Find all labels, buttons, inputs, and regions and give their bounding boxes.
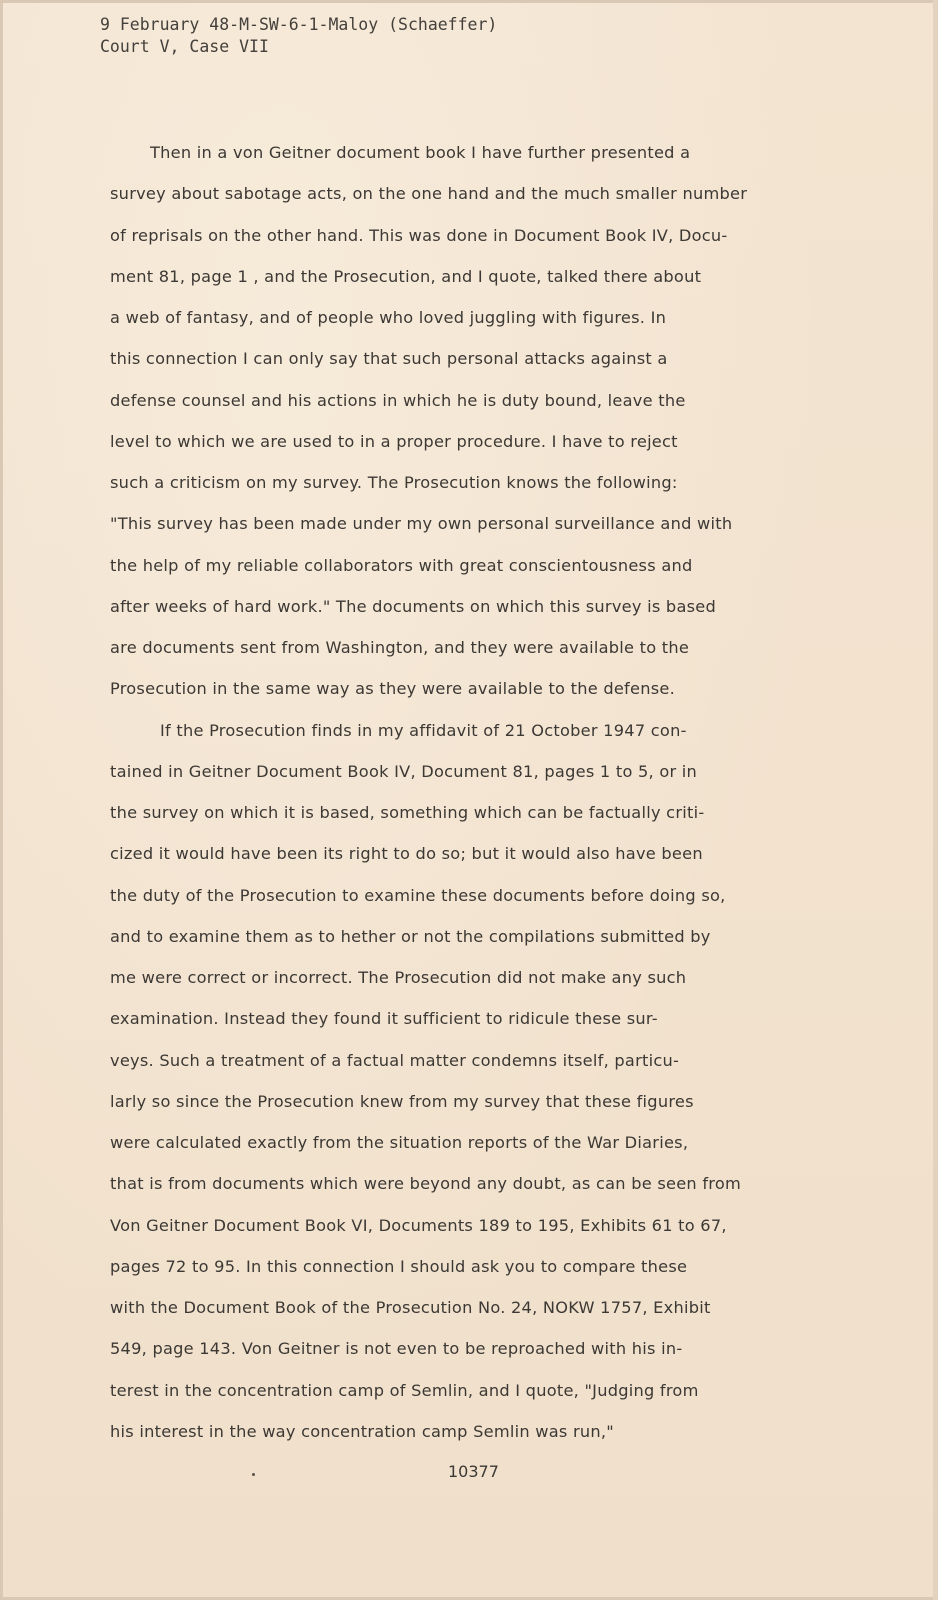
paragraph-line: of reprisals on the other hand. This was done in Document Book IV, Docu- [110, 225, 728, 245]
paragraph-line: a web of fantasy, and of people who loved juggling with figures. In [110, 308, 667, 327]
paragraph-line: Von Geitner Document Book VI, Documents 189 to 195, Exhibits 61 to 67, [110, 1215, 727, 1235]
header-court-case: Court V, Case VII [100, 37, 269, 56]
paragraph-line: are documents sent from Washington, and they were available to the [110, 638, 690, 657]
paragraph-line: that is from documents which were beyond any doubt, as can be seen from [110, 1174, 742, 1194]
paragraph-line: cized it would have been its right to do so; but it would also have been [110, 844, 703, 864]
paragraph-line: and to examine them as to hether or not the compilations submitted by [110, 926, 711, 946]
paragraph-line: tained in Geitner Document Book IV, Document 81, pages 1 to 5, or in [110, 761, 698, 781]
paragraph-line: his interest in the way concentration camp Semlin was run," [110, 1421, 615, 1441]
paragraph-line: with the Document Book of the Prosecution No. 24, NOKW 1757, Exhibit [110, 1298, 711, 1317]
paragraph-line: were calculated exactly from the situation reports of the War Diaries, [110, 1133, 689, 1152]
paragraph-line: me were correct or incorrect. The Prosecution did not make any such [110, 968, 687, 987]
paragraph-line: If the Prosecution finds in my affidavit of 21 October 1947 con- [160, 720, 687, 740]
paragraph-line: the duty of the Prosecution to examine these documents before doing so, [110, 885, 726, 905]
paragraph-line: 549, page 143. Von Geitner is not even to be reproached with his in- [110, 1339, 683, 1359]
paragraph-line: the help of my reliable collaborators with great conscientousness and [110, 555, 693, 575]
paragraph-line: "This survey has been made under my own personal surveillance and with [110, 514, 733, 534]
paragraph-line: terest in the concentration camp of Semlin, and I quote, "Judging from [110, 1380, 699, 1400]
paragraph-line: ment 81, page 1 , and the Prosecution, and I quote, talked there about [110, 266, 702, 286]
page-number: 10377 [448, 1462, 499, 1481]
paragraph-line: after weeks of hard work." The documents on which this survey is based [110, 596, 717, 616]
paragraph-line: survey about sabotage acts, on the one hand and the much smaller number [110, 184, 748, 204]
paragraph-line: Then in a von Geitner document book I have further presented a [150, 143, 691, 162]
paragraph-line: the survey on which it is based, something which can be factually criti- [110, 803, 705, 822]
header-date-reference: 9 February 48-M-SW-6-1-Maloy (Schaeffer) [100, 15, 498, 34]
paragraph-line: such a criticism on my survey. The Prosecution knows the following: [110, 473, 678, 492]
paragraph-line: this connection I can only say that such personal attacks against a [110, 349, 668, 369]
paragraph-line: pages 72 to 95. In this connection I should ask you to compare these [110, 1256, 688, 1276]
paragraph-line: examination. Instead they found it sufficient to ridicule these sur- [110, 1009, 658, 1029]
paragraph-line: level to which we are used to in a proper procedure. I have to reject [110, 431, 678, 451]
transcript-body [110, 132, 850, 1452]
document-header [100, 14, 497, 58]
paragraph-line: larly so since the Prosecution knew from my survey that these figures [110, 1091, 694, 1111]
ink-speck [252, 1473, 255, 1476]
paragraph-line: veys. Such a treatment of a factual matter condemns itself, particu- [110, 1050, 680, 1070]
paragraph-line: Prosecution in the same way as they were available to the defense. [110, 679, 676, 699]
paragraph-line: defense counsel and his actions in which he is duty bound, leave the [110, 390, 686, 410]
